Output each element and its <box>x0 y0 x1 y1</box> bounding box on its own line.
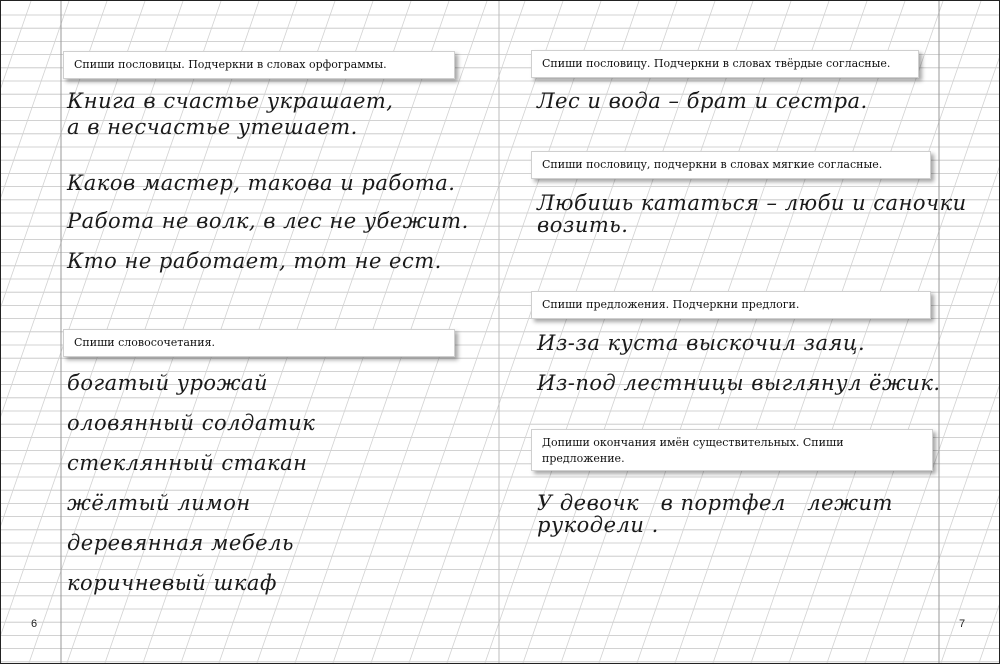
handwritten-line: Любишь кататься – люби и саночки <box>537 191 967 215</box>
task-instruction: Спиши предложения. Подчеркни предлоги. <box>531 291 931 319</box>
page-number-left: 6 <box>31 618 38 630</box>
handwritten-line: рукодели . <box>537 513 659 537</box>
task-instruction <box>531 429 933 471</box>
handwritten-line: Кто не работает, тот не ест. <box>67 249 442 273</box>
page-number-right: 7 <box>959 618 966 630</box>
handwritten-line: Книга в счастье украшает, <box>67 89 394 113</box>
handwritten-line: Лес и вода – брат и сестра. <box>537 89 868 113</box>
task-instruction-line: Допиши окончания имён существительных. Спиши <box>542 436 844 449</box>
handwritten-line: богатый урожай <box>67 371 268 395</box>
handwritten-line: деревянная мебель <box>67 531 294 555</box>
handwritten-line: а в несчастье утешает. <box>67 115 358 139</box>
handwritten-line: Каков мастер, такова и работа. <box>67 171 456 195</box>
handwritten-line: У девочк в портфел лежит <box>537 491 893 515</box>
handwritten-line: Работа не волк, в лес не убежит. <box>67 209 469 233</box>
handwritten-line: жёлтый лимон <box>67 491 251 515</box>
task-instruction: Спиши пословицу, подчеркни в словах мягкие согласные. <box>531 151 931 179</box>
handwritten-line: оловянный солдатик <box>67 411 316 435</box>
task-instruction: Спиши пословицу. Подчеркни в словах твёрдые согласные. <box>531 50 919 78</box>
task-instruction: Спиши словосочетания. <box>63 329 455 357</box>
handwritten-line: возить. <box>537 213 629 237</box>
handwritten-line: коричневый шкаф <box>67 571 277 595</box>
handwritten-line: Из-за куста выскочил заяц. <box>537 331 866 355</box>
handwritten-line: стеклянный стакан <box>67 451 308 475</box>
task-instruction-line: предложение. <box>542 452 625 465</box>
task-instruction: Спиши пословицы. Подчеркни в словах орфограммы. <box>63 51 455 79</box>
handwritten-line: Из-под лестницы выглянул ёжик. <box>537 371 941 395</box>
